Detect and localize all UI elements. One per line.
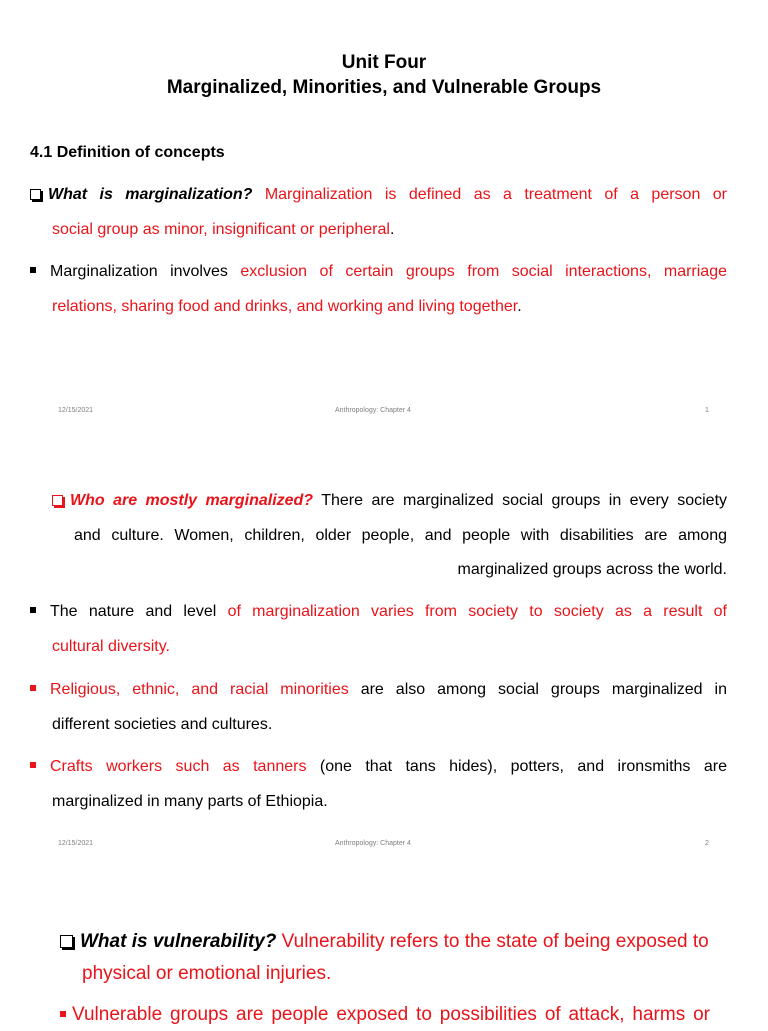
question-label: Who are mostly marginalized? xyxy=(70,492,314,509)
question-label: What is vulnerability? xyxy=(80,931,277,952)
checkbox-bullet-icon xyxy=(30,189,41,200)
definition-text-cont: social group as minor, insignificant or peripheral xyxy=(52,220,390,238)
square-bullet-icon xyxy=(30,267,36,273)
bullet-crafts-workers: Crafts workers such as tanners (one that tans hides), potters, and ironsmiths are marginalized in many parts of Ethiopia. xyxy=(30,750,727,819)
slide-title-line-1: Unit Four xyxy=(341,52,427,73)
question-label: What is marginalization? xyxy=(48,186,253,203)
question-vulnerability: What is vulnerability? Vulnerability refers to the state of being exposed to physical or emotional injuries. xyxy=(60,926,710,990)
footer-title: Anthropology: Chapter 4 xyxy=(335,840,411,847)
slide-title-line-2: Marginalized, Minorities, and Vulnerable Groups xyxy=(166,77,602,98)
square-bullet-icon xyxy=(60,1011,66,1017)
slide-1 xyxy=(0,0,768,430)
footer-date: 12/15/2021 xyxy=(58,407,94,414)
question-mostly-marginalized xyxy=(52,484,727,588)
footer-page-number: 1 xyxy=(705,407,709,414)
square-bullet-icon xyxy=(30,762,36,768)
bullet-text-red-cont: relations, sharing food and drinks, and working and living together xyxy=(52,297,518,315)
bullet-text: Marginalization involves xyxy=(50,263,228,280)
footer-title: Anthropology: Chapter 4 xyxy=(335,407,411,414)
slide-2 xyxy=(0,432,768,864)
bullet-vulnerable-groups: Vulnerable groups are people exposed to possibilities of attack, harms or xyxy=(60,999,710,1031)
checkbox-bullet-icon xyxy=(52,495,63,506)
bullet-marginalization-involves: Marginalization involves exclusion of certain groups from social interactions, marriage relations, sharing food and drinks, and working and living together. xyxy=(30,255,727,324)
definition-text: Marginalization is defined as a treatment of a person or xyxy=(264,186,727,203)
bullet-nature-level: The nature and level of marginalization varies from society to society as a result of cultural diversity. xyxy=(30,595,727,664)
checkbox-bullet-icon xyxy=(60,935,73,948)
square-bullet-icon xyxy=(30,607,36,613)
section-heading: 4.1 Definition of concepts xyxy=(30,144,225,161)
footer-page-number: 2 xyxy=(705,840,709,847)
question-answer-end: marginalized groups across the world. xyxy=(457,561,727,578)
question-answer: There are marginalized social groups in every society xyxy=(321,492,728,509)
question-answer-cont: and culture. Women, children, older people, and people with disabilities are among xyxy=(74,526,727,544)
footer-date: 12/15/2021 xyxy=(58,840,94,847)
bullet-minorities: Religious, ethnic, and racial minorities are also among social groups marginalized in different societies and cultures. xyxy=(30,673,727,742)
slide-3 xyxy=(0,866,768,1024)
bullet-text-red: exclusion of certain groups from social interactions, marriage xyxy=(240,263,727,280)
square-bullet-icon xyxy=(30,685,36,691)
question-marginalization: What is marginalization? Marginalization is defined as a treatment of a person or social group as minor, insignificant or peripheral. xyxy=(30,178,727,247)
